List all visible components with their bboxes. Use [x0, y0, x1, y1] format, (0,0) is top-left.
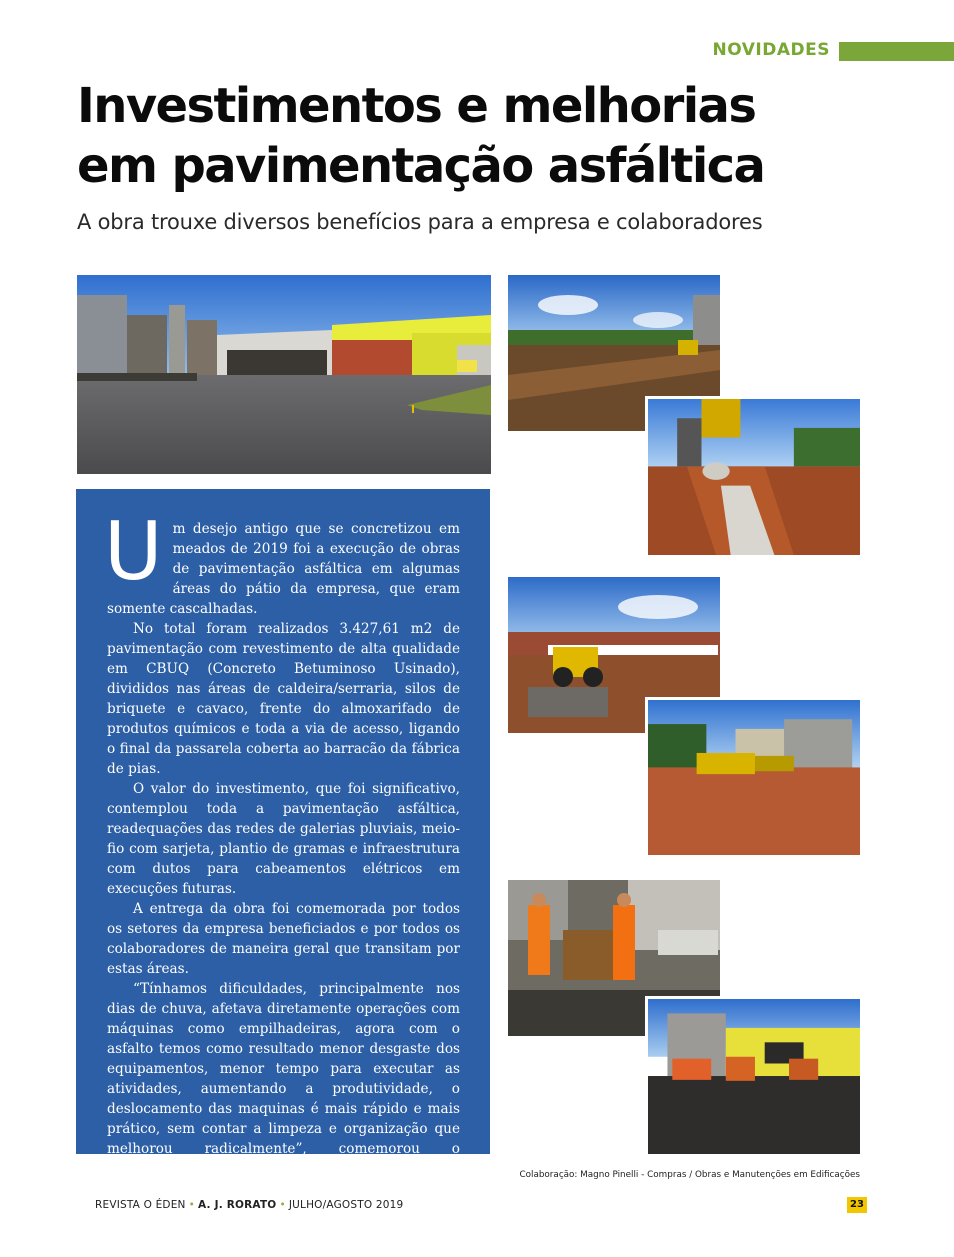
title-line-1: Investimentos e melhorias	[77, 78, 756, 134]
photo-credit: Colaboração: Magno Pinelli - Compras / Obras e Manutenções em Edificações	[519, 1170, 860, 1180]
footer-separator: •	[279, 1199, 286, 1211]
photo-grader-site	[645, 697, 863, 858]
subtitle: A obra trouxe diversos benefícios para a empresa e colaboradores	[77, 210, 763, 234]
article-paragraph-3: O valor do investimento, que foi significativo, contemplou toda a pavimentação asfáltica, readequações das redes de galerias pluviais, meio-fio com sarjeta, plantio de gramas e infraestrutura com dutos para cabeamentos elétricos em execuções futuras.	[107, 781, 460, 897]
title-line-2: em pavimentação asfáltica	[77, 138, 765, 194]
article-body	[104, 505, 460, 1199]
footer-separator: •	[188, 1199, 196, 1211]
photo-drainage-pipes	[645, 396, 863, 558]
page-number: 23	[847, 1197, 867, 1213]
photo-asphalt-rollers	[645, 996, 863, 1157]
section-accent-bar	[839, 42, 954, 61]
footer-date: JULHO/AGOSTO 2019	[288, 1199, 404, 1211]
article-paragraph-5: “Tínhamos dificuldades, principalmente nos dias de chuva, afetava diretamente operações com máquinas como empilhadeiras, agora com o asfalto temos como resultado menor desgaste dos equipamentos, menor tempo para executar as atividades, aumentando a produtividade, o deslocamento das maquinas é mais rápido e mais prático, sem contar a limpeza e organização que melhorou radicalmente”, comemorou o colaborador que é líder do setor de serraria Rodrigo Gavazzoni Fanti.	[107, 981, 460, 1197]
article-box	[76, 489, 490, 1197]
page-footer	[95, 1199, 855, 1211]
dropcap: U	[104, 505, 163, 598]
footer-magazine: REVISTA O ÉDEN	[95, 1199, 186, 1211]
article-paragraph-2: No total foram realizados 3.427,61 m2 de pavimentação com revestimento de alta qualidade em CBUQ (Concreto Betuminoso Usinado), divididos nas áreas de caldeira/serraria, silos de briquete e cavaco, frente do almoxarifado de produtos químicos e toda a via de acesso, ligando o final da passarela coberta ao barracão da fábrica de pias.	[107, 621, 460, 777]
section-label: NOVIDADES	[712, 40, 830, 60]
photo-factory-yard	[77, 275, 491, 474]
article-paragraph-4: A entrega da obra foi comemorada por todos os setores da empresa beneficiados e por todos os colaboradores de maneira geral que transitam por estas áreas.	[107, 901, 460, 977]
article-paragraph-1: Um desejo antigo que se concretizou em meados de 2019 foi a execução de obras de pavimentação asfáltica em algumas áreas do pátio da empresa, que eram somente cascalhadas.	[104, 505, 460, 617]
page-title	[77, 76, 877, 196]
footer-company: A. J. RORATO	[198, 1199, 277, 1211]
